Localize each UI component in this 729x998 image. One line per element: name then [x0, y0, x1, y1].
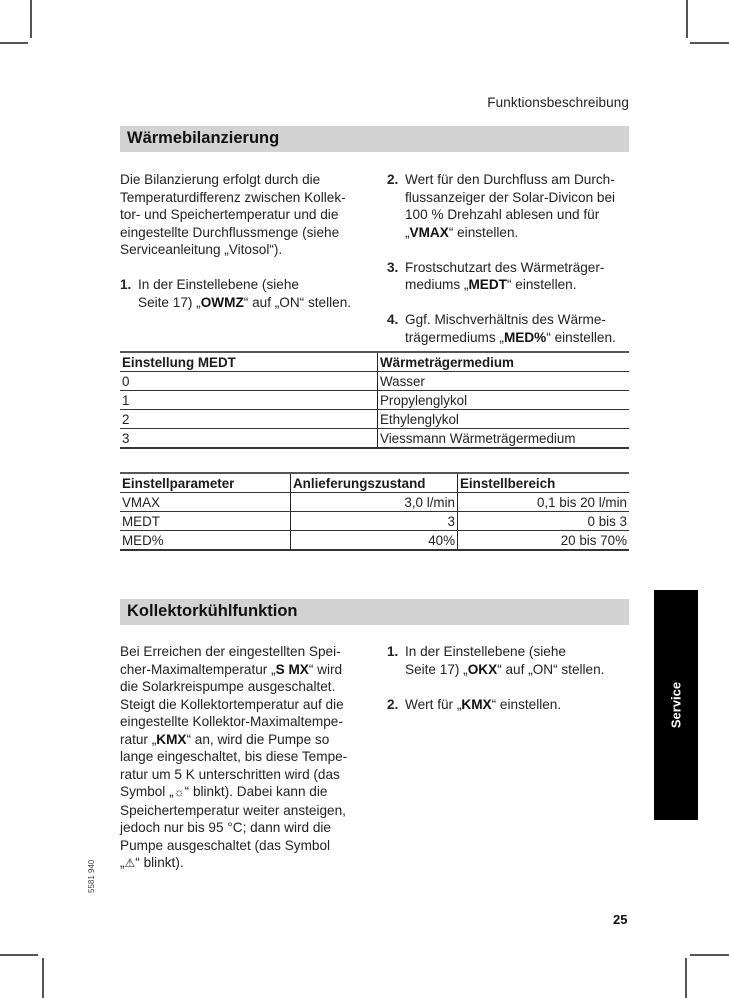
table-cell: MEDT	[120, 512, 291, 531]
parameters-table	[120, 472, 629, 551]
section-title: Wärmebilanzierung	[127, 129, 280, 147]
step-text: Wert für „KMX“ einstellen.	[405, 696, 562, 712]
step-2	[387, 696, 632, 714]
intro-line: Temperaturdifferenz zwischen Kollek-	[120, 189, 346, 205]
step-number: 2.	[387, 172, 399, 187]
table-cell: 3	[291, 512, 458, 531]
service-side-tab	[654, 590, 698, 820]
param-vmax: VMAX	[409, 224, 449, 240]
step-text: „VMAX“ einstellen.	[405, 224, 519, 240]
intro-line: eingestellte Durchflussmenge (siehe	[120, 224, 340, 240]
step-number: 1.	[120, 277, 132, 292]
step-text: flussanzeiger der Solar-Divicon bei	[405, 189, 616, 205]
medt-table	[120, 351, 629, 449]
warning-triangle-icon: ⚠	[124, 856, 136, 870]
step-number: 2.	[387, 696, 399, 712]
step-3	[387, 259, 632, 294]
crop-mark-top-left-h	[0, 42, 28, 44]
step-text: mediums „MEDT“ einstellen.	[405, 277, 577, 292]
table-cell: 2	[120, 410, 378, 429]
crop-mark-bottom-left-v	[42, 958, 44, 998]
intro-line: tor- und Speichertemperatur und die	[120, 207, 339, 222]
param-s-mx: S MX	[275, 661, 309, 677]
body-line: Speichertemperatur weiter ansteigen,	[120, 802, 346, 818]
document-number: 5581 940	[87, 859, 96, 893]
table-row	[120, 493, 629, 512]
table-cell: Ethylenglykol	[378, 410, 630, 429]
body-line: „⚠“ blinkt).	[120, 855, 184, 870]
table-row	[120, 512, 629, 531]
param-med-percent: MED%	[503, 329, 547, 345]
body-line: lange eingeschaltet, bis diese Tempe-	[120, 749, 348, 764]
param-kmx: KMX	[461, 696, 492, 712]
table-row	[120, 531, 629, 551]
step-text: Seite 17) „OWMZ“ auf „ON“ stellen.	[138, 294, 352, 310]
section-heading-waermebilanzierung	[120, 126, 629, 152]
crop-mark-bottom-right-v	[685, 958, 687, 998]
page-number: 25	[613, 912, 628, 927]
step-2	[387, 171, 632, 241]
crop-mark-bottom-right-h	[690, 954, 729, 956]
table-cell: 0	[120, 372, 378, 391]
table-row	[120, 429, 629, 449]
param-medt: MEDT	[468, 277, 507, 292]
body-line: Bei Erreichen der eingestellten Spei-	[120, 644, 341, 659]
param-okx: OKX	[467, 661, 498, 677]
table-cell: Wasser	[378, 372, 630, 391]
crop-mark-top-left-v	[30, 0, 32, 38]
section-heading-kollektorkuehlfunktion	[120, 599, 629, 625]
step-1	[120, 276, 380, 311]
sun-icon: ☼	[173, 785, 185, 799]
crop-mark-top-right-h	[690, 42, 729, 44]
table-header-row	[120, 352, 629, 372]
step-number: 4.	[387, 312, 399, 327]
table-row	[120, 410, 629, 429]
section2-right-column	[387, 643, 632, 713]
table-cell: VMAX	[120, 493, 291, 512]
step-text: trägermediums „MED%“ einstellen.	[405, 329, 616, 345]
body-line: ratur „KMX“ an, wird die Pumpe so	[120, 731, 330, 747]
table-cell: 20 bis 70%	[458, 531, 630, 551]
table-header: Einstellung MEDT	[120, 352, 378, 372]
body-line: jedoch nur bis 95 °C; dann wird die	[120, 820, 331, 835]
body-line: ratur um 5 K unterschritten wird (das	[120, 766, 340, 782]
step-text: Ggf. Mischverhältnis des Wärme-	[405, 312, 606, 327]
crop-mark-top-right-v2	[686, 0, 688, 38]
table-cell: Viessmann Wärmeträgermedium	[378, 429, 630, 449]
table-header: Einstellparameter	[120, 473, 291, 493]
side-tab-label: Service	[668, 681, 684, 729]
step-number: 1.	[387, 644, 399, 659]
section2-left-column	[120, 643, 382, 873]
table-cell: 40%	[291, 531, 458, 551]
intro-line: Serviceanleitung „Vitosol“).	[120, 242, 283, 257]
crop-mark-bottom-left-h	[0, 954, 38, 956]
body-line: Steigt die Kollektortemperatur auf die	[120, 696, 344, 712]
step-text: Wert für den Durchfluss am Durch-	[405, 172, 615, 187]
body-line: Symbol „☼“ blinkt). Dabei kann die	[120, 784, 328, 799]
table-cell: MED%	[120, 531, 291, 551]
table-row	[120, 372, 629, 391]
section-title: Kollektorkühlfunktion	[127, 602, 298, 620]
table-header: Wärmeträgermedium	[378, 352, 630, 372]
step-text: Seite 17) „OKX“ auf „ON“ stellen.	[405, 661, 605, 677]
step-number: 3.	[387, 259, 399, 275]
body-line: Pumpe ausgeschaltet (das Symbol	[120, 837, 331, 853]
table-cell: 3	[120, 429, 378, 449]
param-owmz: OWMZ	[200, 294, 244, 310]
step-4	[387, 311, 632, 346]
table-cell: Propylenglykol	[378, 391, 630, 410]
table-cell: 0 bis 3	[458, 512, 630, 531]
table-header-row	[120, 473, 629, 493]
section1-right-column	[387, 171, 632, 346]
step-text: In der Einstellebene (siehe	[405, 644, 566, 659]
table-header: Anlieferungszustand	[291, 473, 458, 493]
table-cell: 0,1 bis 20 l/min	[458, 493, 630, 512]
section1-left-column	[120, 171, 380, 311]
table-cell: 3,0 l/min	[291, 493, 458, 512]
step-text: Frostschutzart des Wärmeträger-	[405, 259, 605, 275]
intro-line: Die Bilanzierung erfolgt durch die	[120, 172, 321, 187]
step-1	[387, 643, 632, 678]
running-title: Funktionsbeschreibung	[487, 95, 629, 110]
body-line: eingestellte Kollektor-Maximaltempe-	[120, 714, 343, 729]
body-line: cher-Maximaltemperatur „S MX“ wird	[120, 661, 343, 677]
body-line: die Solarkreispumpe ausgeschaltet.	[120, 679, 336, 694]
step-text: In der Einstellebene (siehe	[138, 277, 299, 292]
param-kmx: KMX	[156, 731, 187, 747]
table-cell: 1	[120, 391, 378, 410]
step-text: 100 % Drehzahl ablesen und für	[405, 207, 600, 222]
table-header: Einstellbereich	[458, 473, 630, 493]
table-row	[120, 391, 629, 410]
